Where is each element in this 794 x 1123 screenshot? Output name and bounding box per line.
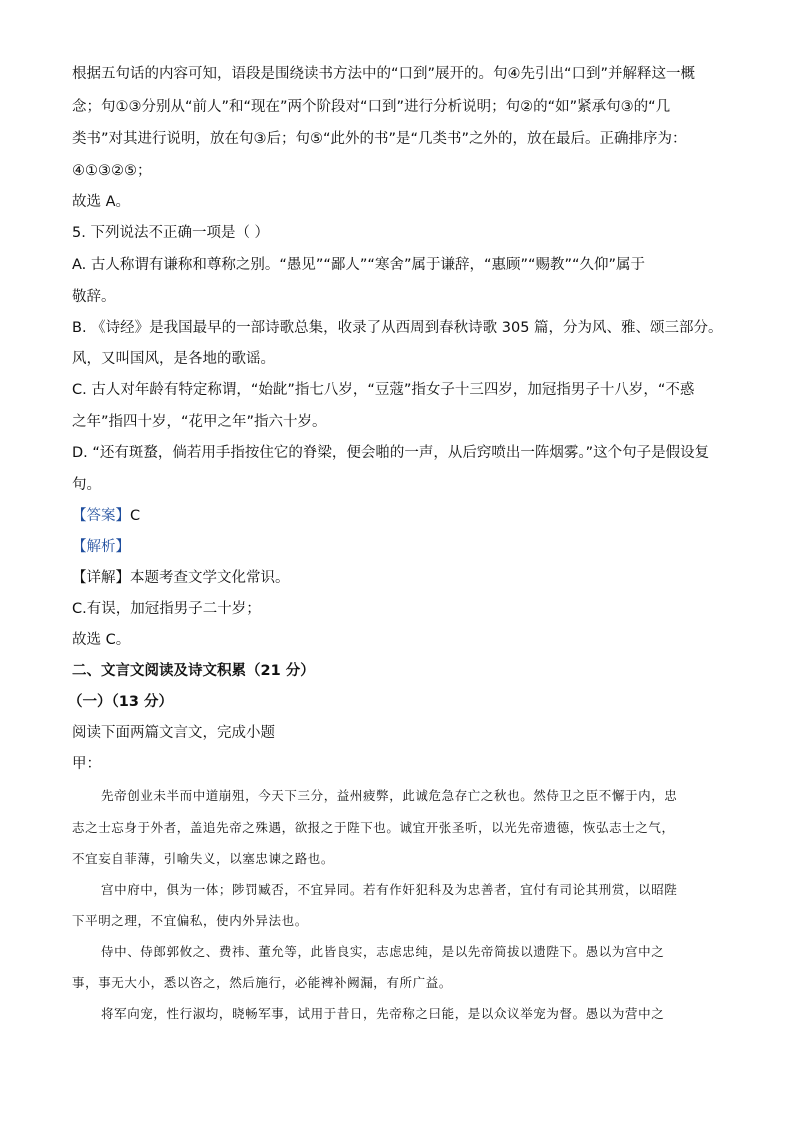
subsection-heading: （一）（13 分） <box>68 694 173 710</box>
classical-p2-line-2: 下平明之理，不宜偏私，使内外异法也。 <box>72 913 308 928</box>
analysis-line-1: 根据五句话的内容可知，语段是围绕读书方法中的“口到”展开的。句④先引出“口到”并解释这一概 <box>72 66 696 82</box>
answer-value: C <box>130 508 141 524</box>
analysis-line-3: 类书”对其进行说明，放在句③后；句⑤“此外的书”是“几类书”之外的，放在最后。正确排序为： <box>72 131 687 147</box>
classical-p2-line-1: 宫中府中，俱为一体；陟罚臧否，不宜异同。若有作奸犯科及为忠善者，宜付有司论其刑赏，以昭陛 <box>101 882 678 897</box>
classical-p3-line-2: 事，事无大小，悉以咨之，然后施行，必能裨补阙漏，有所广益。 <box>72 975 452 990</box>
option-d-line-2: 句。 <box>72 477 101 493</box>
question-5-stem: 5. 下列说法不正确一项是（ ） <box>72 225 270 241</box>
analysis-line-2: 念；句①③分别从“前人”和“现在”两个阶段对“口到”进行分析说明；句②的“如”紧承句③的“几 <box>72 99 671 115</box>
analysis-conclusion: 故选 A。 <box>72 194 131 210</box>
classical-p1-line-3: 不宜妄自菲薄，引喻失义，以塞忠谏之路也。 <box>72 851 335 866</box>
classical-p3-line-1: 侍中、侍郎郭攸之、费祎、董允等，此皆良实，志虑忠纯，是以先帝简拔以遗陛下。愚以为宫中之 <box>101 944 665 959</box>
classical-p1-line-2: 志之士忘身于外者，盖追先帝之殊遇，欲报之于陛下也。诚宜开张圣听，以光先帝遗德，恢弘志士之气， <box>72 820 675 835</box>
detail-tag: 【详解】 <box>72 570 130 586</box>
option-b-line-2: 风，又叫国风，是各地的歌谣。 <box>72 351 275 367</box>
analysis-line-4: ④①③②⑤； <box>72 163 152 179</box>
detail-option-c: C.有误，加冠指男子二十岁； <box>72 601 261 617</box>
option-c-line-1: C. 古人对年龄有特定称谓，“始龀”指七八岁，“豆蔻”指女子十三四岁，加冠指男子十八岁，“不惑 <box>72 382 695 398</box>
classical-p1-line-1: 先帝创业未半而中道崩殂，今天下三分，益州疲弊，此诚危急存亡之秋也。然侍卫之臣不懈于内，忠 <box>101 788 678 803</box>
option-b-line-1: B. 《诗经》是我国最早的一部诗歌总集，收录了从西周到春秋诗歌 305 篇，分为风、雅、颂三部分。 <box>72 320 723 336</box>
analysis-tag-line <box>72 537 130 557</box>
answer-line <box>72 506 140 526</box>
answer-tag: 【答案】 <box>72 508 130 524</box>
analysis-tag: 【解析】 <box>72 539 130 555</box>
q5-conclusion: 故选 C。 <box>72 632 131 648</box>
section-heading: 二、文言文阅读及诗文积累（21 分） <box>72 663 315 679</box>
text-label: 甲： <box>72 756 101 772</box>
option-a-line-1: A. 古人称谓有谦称和尊称之别。“愚见”“鄙人”“寒舍”属于谦辞，“惠顾”“赐教”“久仰”属于 <box>72 257 646 273</box>
detail-text: 本题考查文学文化常识。 <box>130 570 290 586</box>
reading-instruction: 阅读下面两篇文言文，完成小题 <box>72 725 275 741</box>
option-a-line-2: 敬辞。 <box>72 289 116 305</box>
detail-line <box>72 568 290 588</box>
classical-p4-line-1: 将军向宠，性行淑均，晓畅军事，试用于昔日，先帝称之曰能，是以众议举宠为督。愚以为营中之 <box>101 1006 665 1021</box>
option-c-line-2: 之年”指四十岁，“花甲之年”指六十岁。 <box>72 414 327 430</box>
option-d-line-1: D. “还有斑蝥，倘若用手指按住它的脊梁，便会啪的一声，从后窍喷出一阵烟雾。”这个句子是假设复 <box>72 445 710 461</box>
